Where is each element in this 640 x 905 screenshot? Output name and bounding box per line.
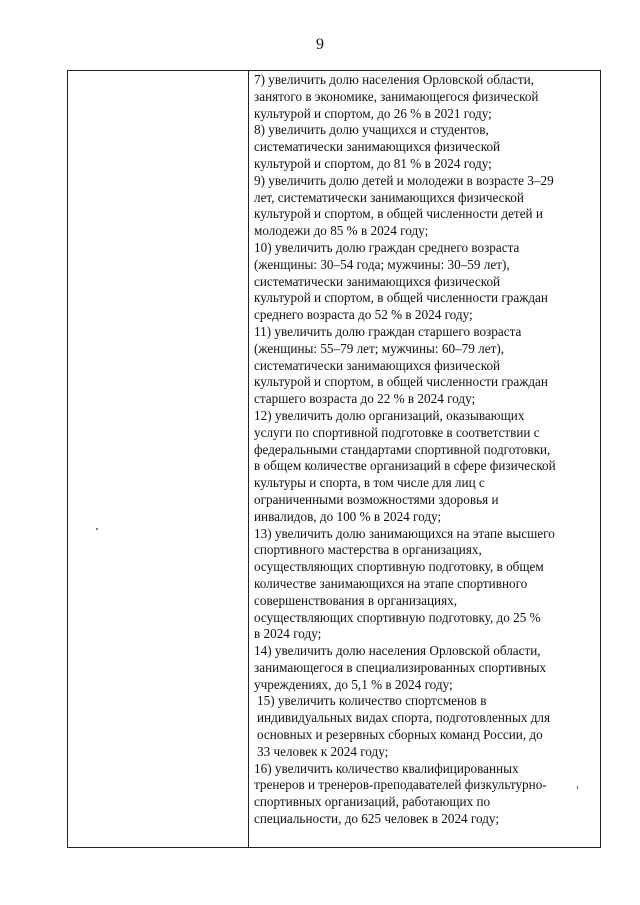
text-line: инвалидов, до 100 % в 2024 году; — [254, 508, 442, 524]
text-line: тренеров и тренеров-преподавателей физкультурно- — [254, 777, 547, 793]
text-line: осуществляющих спортивную подготовку, в общем — [254, 559, 544, 575]
text-line: систематически занимающихся физической — [254, 357, 501, 373]
list-item — [254, 408, 598, 526]
text-line: культурой и спортом, в общей численности граждан — [254, 374, 548, 390]
text-line: 33 человек к 2024 году; — [257, 743, 389, 759]
text-line: 10) увеличить долю граждан среднего возраста — [254, 239, 520, 255]
list-item — [254, 173, 598, 240]
text-line: культуры и спорта, в том числе для лиц с — [254, 475, 485, 491]
text-line: старшего возраста до 22 % в 2024 году; — [254, 391, 476, 407]
column-divider — [248, 71, 249, 847]
page-number: 9 — [316, 36, 324, 53]
text-line: среднего возраста до 52 % в 2024 году; — [254, 307, 473, 323]
text-line: 11) увеличить долю граждан старшего возраста — [254, 323, 522, 339]
text-line: осуществляющих спортивную подготовку, до 25 % — [254, 609, 541, 625]
text-line: 16) увеличить количество квалифицированных — [254, 760, 519, 776]
text-line: 9) увеличить долю детей и молодежи в возрасте 3–29 — [254, 172, 554, 188]
scan-speck — [577, 786, 578, 789]
text-line: 13) увеличить долю занимающихся на этапе высшего — [254, 525, 555, 541]
text-line: индивидуальных видах спорта, подготовленных для — [257, 710, 551, 726]
text-line: систематически занимающихся физической — [254, 139, 501, 155]
text-line: 15) увеличить количество спортсменов в — [257, 693, 487, 709]
text-line: услуги по спортивной подготовке в соответствии с — [254, 424, 540, 440]
text-line: основных и резервных сборных команд России, до — [257, 727, 543, 743]
text-line: количестве занимающихся на этапе спортивного — [254, 575, 528, 591]
scan-speck — [96, 528, 98, 530]
text-line: систематически занимающихся физической — [254, 273, 501, 289]
text-line: 14) увеличить долю населения Орловской области, — [254, 643, 541, 659]
text-line: специальности, до 625 человек в 2024 году; — [254, 811, 500, 827]
list-item — [254, 693, 598, 760]
text-line: совершенствования в организациях, — [254, 592, 458, 608]
text-line: культурой и спортом, в общей численности граждан — [254, 290, 548, 306]
text-line: занятого в экономике, занимающегося физической — [254, 88, 539, 104]
list-item — [254, 240, 598, 324]
text-line: молодежи до 85 % в 2024 году; — [254, 223, 429, 239]
text-line: культурой и спортом, до 81 % в 2024 году; — [254, 155, 492, 171]
text-line: спортивных организаций, работающих по — [254, 794, 491, 810]
text-line: (женщины: 55–79 лет; мужчины: 60–79 лет), — [254, 340, 505, 356]
text-line: спортивного мастерства в организациях, — [254, 542, 482, 558]
text-line: в общем количестве организаций в сфере физической — [254, 458, 556, 474]
list-item — [254, 72, 598, 122]
text-line: занимающегося в специализированных спортивных — [254, 659, 547, 675]
list-item — [254, 643, 598, 693]
text-line: 12) увеличить долю организаций, оказывающих — [254, 407, 525, 423]
table-right-cell — [254, 72, 598, 828]
text-line: лет, систематически занимающихся физической — [254, 189, 524, 205]
text-line: учреждениях, до 5,1 % в 2024 году; — [254, 676, 453, 692]
text-line: 8) увеличить долю учащихся и студентов, — [254, 122, 489, 138]
document-table — [67, 70, 601, 848]
text-line: федеральными стандартами спортивной подготовки, — [254, 441, 551, 457]
text-line: культурой и спортом, до 26 % в 2021 году; — [254, 105, 492, 121]
list-item — [254, 324, 598, 408]
list-item — [254, 761, 598, 828]
list-item — [254, 526, 598, 644]
text-line: (женщины: 30–54 года; мужчины: 30–59 лет), — [254, 256, 510, 272]
table-left-cell — [68, 71, 248, 847]
text-line: культурой и спортом, в общей численности детей и — [254, 206, 543, 222]
text-line: в 2024 году; — [254, 626, 322, 642]
list-item — [254, 122, 598, 172]
text-line: 7) увеличить долю населения Орловской области, — [254, 72, 535, 87]
text-line: ограниченными возможностями здоровья и — [254, 491, 499, 507]
